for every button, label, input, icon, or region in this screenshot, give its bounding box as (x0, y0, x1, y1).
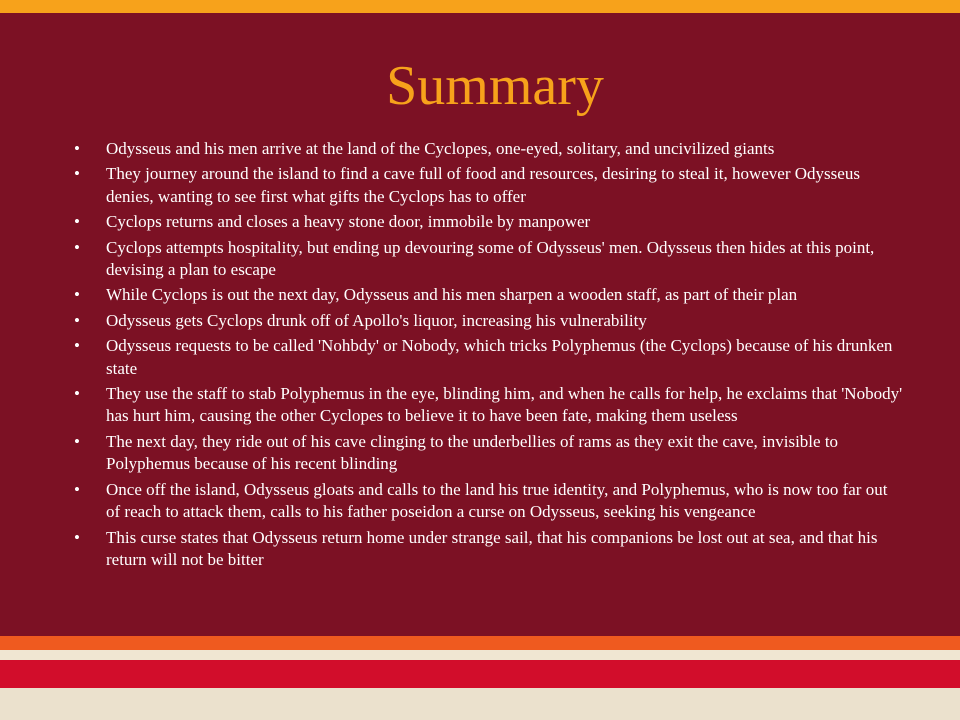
bullet-icon: • (74, 310, 80, 330)
bullet-text: They use the staff to stab Polyphemus in the eye, blinding him, and when he calls for help, he exclaims that 'Nobody' has hurt him, causing the other Cyclopes to believe it to have been fate, making them useless (106, 384, 903, 426)
bullet-icon: • (74, 479, 80, 499)
bullet-icon: • (74, 164, 80, 184)
bullet-item (74, 335, 904, 380)
bullet-item (74, 383, 904, 428)
bottom-cream-gap (0, 650, 960, 660)
bullet-text: Cyclops attempts hospitality, but ending up devouring some of Odysseus' men. Odysseus then hides at this point, devising a plan to escape (106, 237, 875, 280)
bottom-orange-stripe (0, 636, 960, 650)
bullet-icon: • (74, 285, 80, 305)
bullet-icon: • (74, 527, 80, 547)
bullet-item (74, 431, 904, 476)
bullet-icon: • (74, 384, 80, 404)
bullet-text: This curse states that Odysseus return home under strange sail, that his companions be lost out at sea, and that his return will not be bitter (106, 527, 878, 569)
bottom-red-stripe (0, 660, 960, 688)
bullet-text: Once off the island, Odysseus gloats and calls to the land his true identity, and Polyphemus, who is now too far out of reach to attack them, calls to his father poseidon a curse on Odysseus, seeking his vengeance (106, 479, 888, 522)
bullet-text: They journey around the island to find a cave full of food and resources, desiring to steal it, however Odysseus denies, wanting to see first what gifts the Cyclops has to offer (106, 164, 860, 206)
bullet-text: Odysseus gets Cyclops drunk off of Apollo's liquor, increasing his vulnerability (106, 310, 647, 330)
content-panel (0, 13, 960, 636)
bullet-icon: • (74, 212, 80, 232)
bullet-item (74, 310, 904, 332)
bullet-list (74, 138, 904, 574)
bullet-item (74, 479, 904, 524)
bullet-item (74, 163, 904, 208)
bullet-icon: • (74, 139, 80, 158)
bullet-item (74, 237, 904, 282)
bullet-item (74, 527, 904, 572)
bullet-text: Cyclops returns and closes a heavy stone door, immobile by manpower (106, 212, 591, 232)
bullet-item (74, 211, 904, 233)
bullet-text: Odysseus requests to be called 'Nohbdy' or Nobody, which tricks Polyphemus (the Cyclops) because of his drunken state (106, 336, 893, 378)
bullet-text: Odysseus and his men arrive at the land of the Cyclopes, one-eyed, solitary, and uncivilized giants (106, 139, 775, 158)
bullet-text: The next day, they ride out of his cave clinging to the underbellies of rams as they exit the cave, invisible to Polyphemus because of his recent blinding (106, 431, 839, 474)
bullet-icon: • (74, 237, 80, 257)
bullet-text: While Cyclops is out the next day, Odysseus and his men sharpen a wooden staff, as part of their plan (106, 285, 798, 305)
bottom-background (0, 688, 960, 720)
bullet-item (74, 284, 904, 306)
top-accent-bar (0, 0, 960, 13)
bullet-item (74, 138, 904, 160)
bullet-icon: • (74, 336, 80, 356)
slide-title: Summary (386, 55, 604, 117)
bullet-icon: • (74, 431, 80, 451)
